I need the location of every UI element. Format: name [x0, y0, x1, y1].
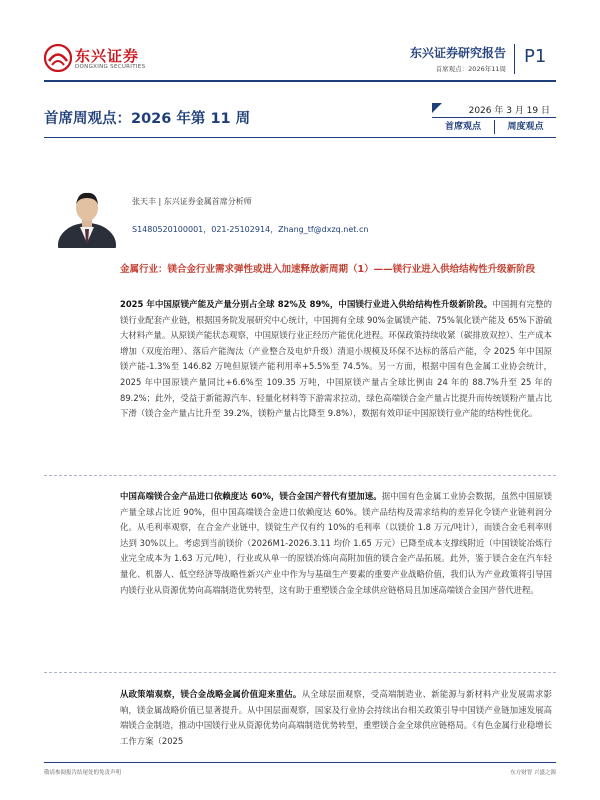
report-title: 东兴证券研究报告: [409, 46, 506, 60]
dongxing-logo-icon: [44, 44, 72, 72]
paragraph-lead: 2025 年中国原镁产能及产量分别占全球 82%及 89%，中国镁行业进入供给结构性升级新阶段。: [120, 299, 493, 309]
header-divider: [514, 44, 515, 74]
report-date: 2026 年 3 月 19 日: [468, 106, 550, 116]
dashed-divider: [44, 672, 556, 673]
paragraph-body: 从全球层面观察，受高端制造业、新能源与新材料产业发展需求影响，镁金属战略价值已显著提升。从中国层面观察，国家及行业协会持续出台相关政策引导中国镁产业链加速发展高端镁合金制造，推动中国镁行业从资源优势向高端制造优势转型，重塑镁合金全球供应链格局。《有色金属行业稳增长工作方案（2025: [120, 689, 553, 746]
analyst-avatar: [58, 183, 116, 248]
footer-rule: [44, 762, 556, 763]
brand-name-cn: 东兴证券: [75, 47, 140, 65]
tag-weekly-view: 周度观点: [507, 122, 544, 132]
paragraph-body: 中国拥有完整的镁行业配套产业链，根据国务院发展研究中心统计，中国拥有全球 90%金属镁产能、75%氧化镁产能及 65%下游硫大材料产量。从原镁产能状态观察，中国原镁行业正经历产能优化进程。环保政策持续收紧（碳排放双控）、生产成本增加（双度治理）、落后产能淘汰（产业整合及电炉升级）清退小规模及环保不达标的落后产能，令 2025 年中国原镁产能-1.3%至 146.82 万吨但原镁产能利用率+5.5%至 74.5%。另一方面，根据中国有色金属工业协会统计，2025 年中国原镁产量同比+6.6%至 109.35 万吨，中国原镁产量占全球比例由 24 年的 88.7%升至 25 年的 89.2%；此外，受益于新能源汽车、轻量化材料等下游需求拉动，绿色高端镁合金产量占比提升而传统镁粉产量占比下滑（镁合金产量占比升至 39.2%，镁粉产量占比降至 9.8%），数据有效印证中国原镁行业产能的结构性优化。: [120, 299, 552, 419]
brand-name-en: DONGXING SECURITIES: [75, 64, 146, 70]
footer-slogan: 东方财智 兴盛之源: [510, 770, 556, 776]
date-box: [432, 103, 556, 118]
page-title: 首席周观点：2026 年第 11 周: [44, 111, 251, 127]
footer-disclaimer: 敬请参阅报告结尾处的免责声明: [44, 770, 122, 776]
tag-chief-view: 首席观点: [432, 120, 495, 134]
paragraph-policy: [120, 687, 552, 749]
section-heading: 金属行业：镁合金行业需求弹性或进入加速释放新周期（1）——镁行业进入供给结构性升级新阶段: [120, 264, 536, 275]
brand-logo: [44, 44, 164, 74]
analyst-contact: S1480520100001，021-25102914，Zhang_tf@dxzq.net.cn: [132, 225, 369, 234]
paragraph-lead: 从政策端观察，镁合金战略金属价值迎来重估。: [120, 689, 302, 699]
report-subtitle: 首席观点：2026年11周: [435, 65, 506, 73]
paragraph-supply-upgrade: [120, 297, 552, 422]
paragraph-import-dependence: [120, 489, 552, 598]
corner-triangle-icon: [432, 103, 442, 113]
paragraph-body: 据中国有色金属工业协会数据，虽然中国原镁产量全球占比近 90%，但中国高端镁合金进口依赖度达 60%。镁产品结构及需求结构的差异化令镁产业链利润分化。从毛利率观察，在合金产业链中，镁锭生产仅有约 10%的毛利率（以镁价 1.8 万元/吨计），而镁合金毛利率则达到 30%以上。考虑到当前镁价（2026M1-2026.3.11 均价 1.65 万元）已降至成本支撑线附近（中国镁锭冶炼行业完全成本为 1.63 万元/吨），行业或从单一的原镁冶炼向高附加值的镁合金产品拓展。此外，鉴于镁合金在汽车轻量化、机器人、低空经济等战略性新兴产业中作为与基础生产要素的重要产业战略价值，我们认为产业政策将引导国内镁行业从资源优势向高端制造优势转型，这有助于重塑镁合金全球供应链格局且加速高端镁合金国产替代进程。: [120, 491, 552, 595]
title-rule: [44, 137, 556, 138]
header-rule: [44, 80, 556, 82]
dashed-divider: [44, 475, 556, 476]
page-number: P1: [524, 46, 547, 67]
analyst-name: 张天丰 | 东兴证券金属首席分析师: [132, 197, 252, 206]
paragraph-lead: 中国高端镁合金产品进口依赖度达 60%，镁合金国产替代有望加速。: [120, 491, 382, 501]
